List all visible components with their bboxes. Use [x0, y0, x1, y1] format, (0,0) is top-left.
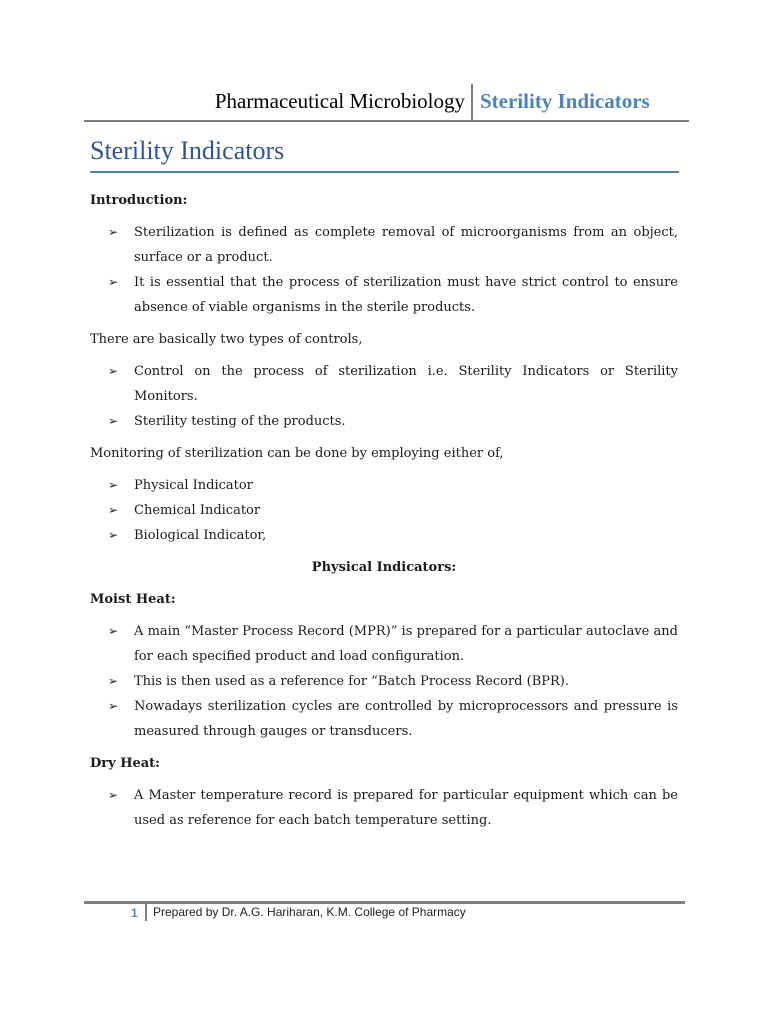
document-body: [90, 188, 678, 840]
list-item: [90, 409, 678, 434]
list-item-text: Physical Indicator: [134, 478, 253, 493]
list-item: [90, 523, 678, 548]
list-item-text: Nowadays sterilization cycles are controlled by microprocessors and pressure is measured through gauges or transducers.: [134, 699, 678, 739]
list-item: [90, 359, 678, 409]
moist-heat-list: [90, 619, 678, 744]
arrow-bullet-icon: ➢: [108, 503, 119, 517]
monitoring-text: Monitoring of sterilization can be done by employing either of,: [90, 446, 504, 461]
arrow-bullet-icon: ➢: [108, 478, 119, 492]
arrow-bullet-icon: ➢: [108, 624, 119, 638]
list-item-text: This is then used as a reference for “Batch Process Record (BPR).: [134, 674, 569, 689]
page-header: [84, 84, 689, 122]
arrow-bullet-icon: ➢: [108, 788, 119, 802]
header-divider: [471, 84, 473, 120]
list-item: [90, 619, 678, 669]
intro-heading: Introduction:: [90, 193, 188, 208]
arrow-bullet-icon: ➢: [108, 528, 119, 542]
list-item: [90, 694, 678, 744]
moist-heat-heading: Moist Heat:: [90, 592, 176, 607]
title-underline: [90, 171, 679, 173]
list-item-text: Sterilization is defined as complete removal of microorganisms from an object, surface or a product.: [134, 225, 678, 265]
dry-heat-heading: Dry Heat:: [90, 756, 160, 771]
arrow-bullet-icon: ➢: [108, 225, 119, 239]
list-item-text: A main “Master Process Record (MPR)” is prepared for a particular autoclave and for each specified product and load configuration.: [134, 624, 678, 664]
physical-indicators-heading: Physical Indicators:: [311, 560, 457, 575]
arrow-bullet-icon: ➢: [108, 275, 119, 289]
arrow-bullet-icon: ➢: [108, 414, 119, 428]
intro-list: [90, 220, 678, 320]
dry-heat-list: [90, 783, 678, 833]
list-item: [90, 473, 678, 498]
document-title: Sterility Indicators: [90, 136, 285, 165]
list-item-text: A Master temperature record is prepared for particular equipment which can be used as reference for each batch temperature setting.: [134, 788, 678, 828]
arrow-bullet-icon: ➢: [108, 699, 119, 713]
list-item: [90, 669, 678, 694]
list-item: [90, 220, 678, 270]
list-item-text: Chemical Indicator: [134, 503, 261, 518]
list-item-text: Control on the process of sterilization i.e. Sterility Indicators or Sterility Monitors.: [134, 364, 678, 404]
header-subject: Pharmaceutical Microbiology: [214, 89, 465, 113]
list-item: [90, 270, 678, 320]
monitoring-list: [90, 473, 678, 548]
arrow-bullet-icon: ➢: [108, 674, 119, 688]
footer-rule: [84, 901, 685, 904]
list-item-text: It is essential that the process of sterilization must have strict control to ensure absence of viable organisms in the sterile products.: [134, 275, 678, 315]
footer-credit: Prepared by Dr. A.G. Hariharan, K.M. College of Pharmacy: [153, 905, 466, 919]
list-item: [90, 783, 678, 833]
controls-list: [90, 359, 678, 434]
header-topic: Sterility Indicators: [480, 89, 650, 113]
list-item: [90, 498, 678, 523]
arrow-bullet-icon: ➢: [108, 364, 119, 378]
footer-divider: [145, 904, 147, 921]
list-item-text: Biological Indicator,: [134, 528, 267, 543]
header-rule: [84, 120, 689, 122]
controls-text: There are basically two types of controls,: [90, 332, 363, 347]
page-number: 1: [131, 906, 138, 920]
list-item-text: Sterility testing of the products.: [134, 414, 346, 429]
